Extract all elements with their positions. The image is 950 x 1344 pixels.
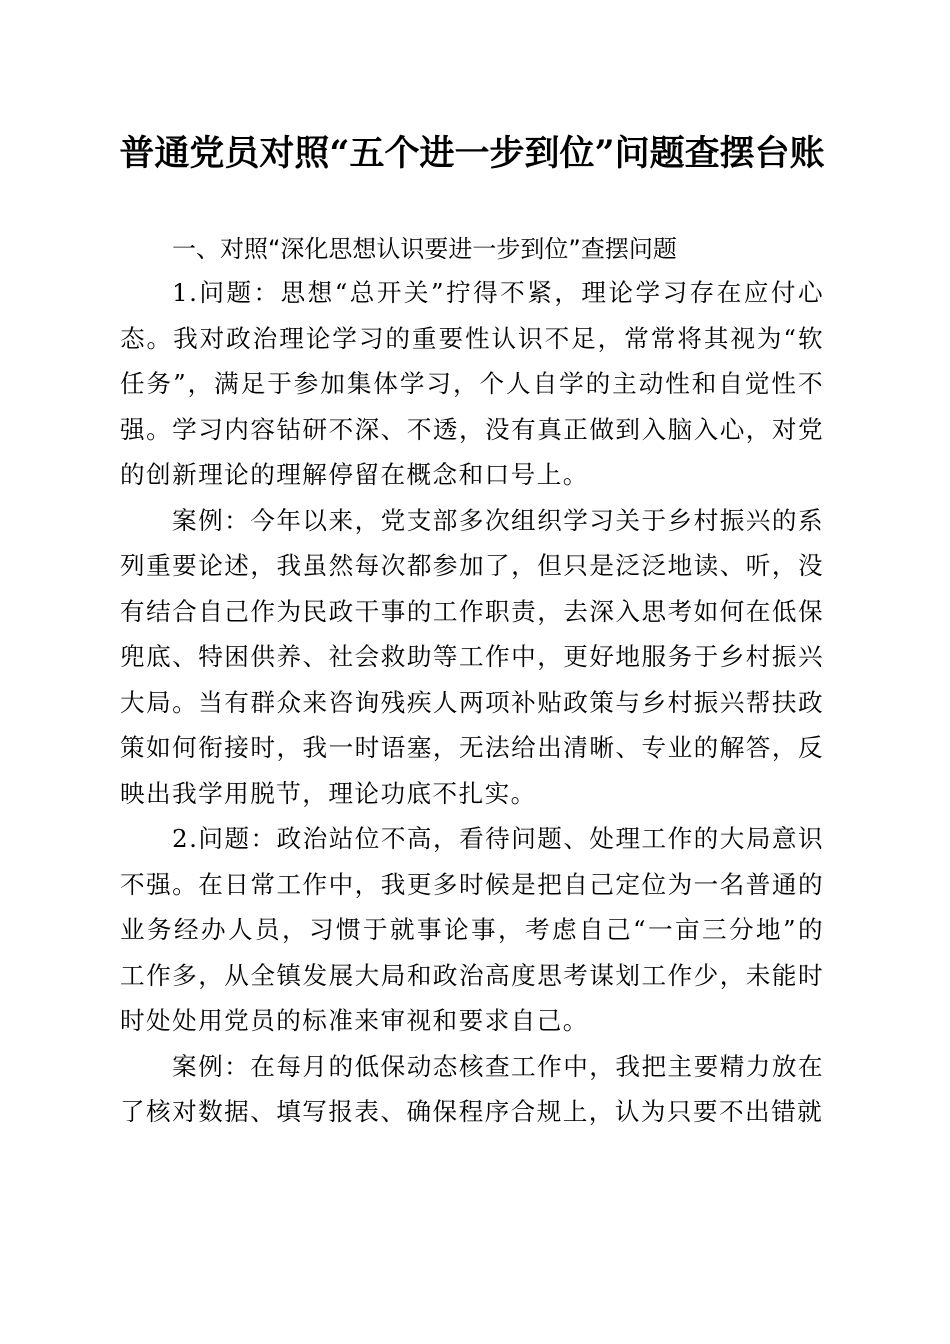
section-1 — [120, 234, 824, 1135]
section-heading: 一、对照“深化思想认识要进一步到位”查摆问题 — [172, 235, 677, 263]
case-1-paragraph: 案例：今年以来，党支部多次组织学习关于乡村振兴的系列重要论述，我虽然每次都参加了，但只是泛泛地读、听，没有结合自己作为民政干事的工作职责，去深入思考如何在低保兜底、特困供养、社会救助等工作中，更好地服务于乡村振兴大局。当有群众来咨询残疾人两项补贴政策与乡村振兴帮扶政策如何衔接时，我一时语塞，无法给出清晰、专业的解答，反映出我学用脱节，理论功底不扎实。 — [120, 505, 824, 808]
problem-1-paragraph: 1.问题：思想“总开关”拧得不紧，理论学习存在应付心态。我对政治理论学习的重要性认识不足，常常将其视为“软任务”，满足于参加集体学习，个人自学的主动性和自觉性不强。学习内容钻研不深、不透，没有真正做到入脑入心，对党的创新理论的理解停留在概念和口号上。 — [120, 278, 824, 489]
document-title: 普通党员对照“五个进一步到位”问题查摆台账 — [119, 133, 825, 174]
problem-2-paragraph: 2.问题：政治站位不高，看待问题、处理工作的大局意识不强。在日常工作中，我更多时候是把自己定位为一名普通的业务经办人员，习惯于就事论事，考虑自己“一亩三分地”的工作多，从全镇发展大局和政治高度思考谋划工作少，未能时时处处用党员的标准来审视和要求自己。 — [120, 824, 824, 1035]
case-2-paragraph: 案例：在每月的低保动态核查工作中，我把主要精力放在了核对数据、填写报表、确保程序合规上，认为只要不出错就 — [120, 1051, 824, 1126]
document-page — [120, 130, 824, 1135]
